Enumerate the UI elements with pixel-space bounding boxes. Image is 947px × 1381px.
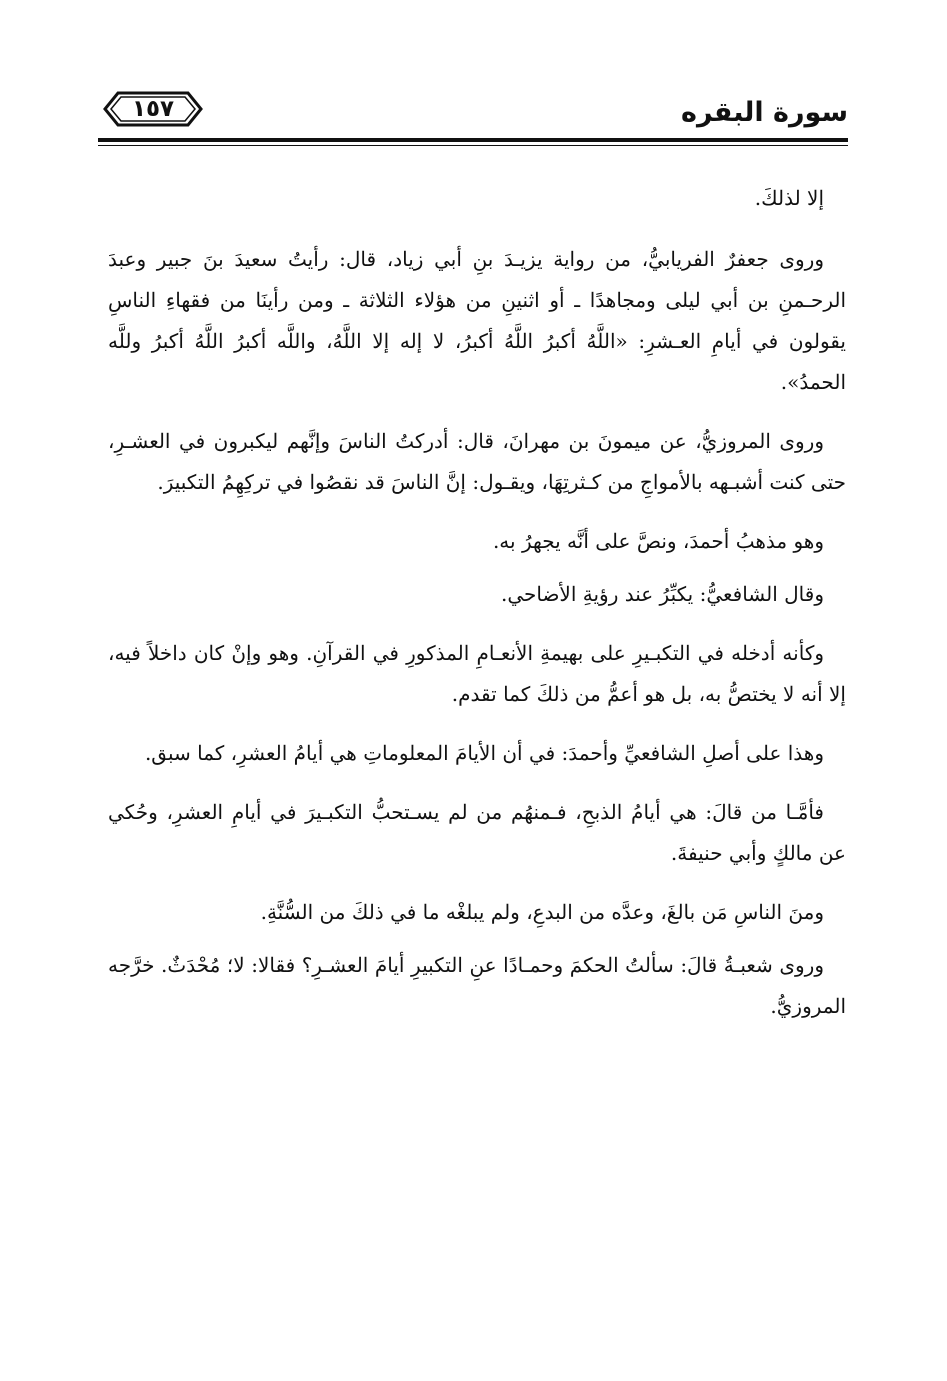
paragraph: وهو مذهبُ أحمدَ، ونصَّ على أنَّه يجهرُ به. <box>492 529 824 553</box>
paragraph: وروى شعبـةُ قالَ: سألتُ الحكمَ وحمـادًا عنِ التكبيرِ أيامَ العشـرِ؟ فقالا: لا؛ مُحْدَثٌ. خرَّجه المروزيُّ. <box>108 953 846 1018</box>
surah-title: سورة البقره <box>681 97 848 128</box>
paragraph: إلا لذلكَ. <box>754 186 824 210</box>
header-rule-thin <box>98 145 848 146</box>
paragraph: وكأنه أدخله في التكبـيرِ على بهيمةِ الأنعـامِ المذكورِ في القرآنِ. وهو وإنْ كان داخلاً فيه، إلا أنه لا يختصُّ به، بل هو أعمُّ من ذلكَ كما تقدم. <box>108 641 846 706</box>
paragraph: وقال الشافعيُّ: يكبِّرُ عند رؤيةِ الأضاحي. <box>500 582 824 606</box>
paragraph: ومنَ الناسِ مَن بالغَ، وعدَّه من البدعِ، ولم يبلغْه ما في ذلكَ من السُّنَّةِ. <box>260 900 824 924</box>
page-body <box>108 178 846 1045</box>
paragraph: فأمَّـا من قالَ: هي أيامُ الذبحِ، فـمنهُم من لم يسـتحبُّ التكبـيرَ في أيامِ العشرِ، وحُكي عن مالكٍ وأبي حنيفةَ. <box>108 800 846 865</box>
header-rule-thick <box>98 138 848 142</box>
page-number-badge <box>102 90 204 128</box>
paragraph: وروى المروزيُّ، عن ميمونَ بن مهرانَ، قال: أدركتُ الناسَ وإنَّهم ليكبرون في العشـرِ، حتى كنت أشبـهه بالأمواجِ من كـثرتِهَا، ويقـول: إنَّ الناسَ قد نقصُوا في تركِهِمُ التكبيرَ. <box>108 429 846 494</box>
paragraph: وهذا على أصلِ الشافعيِّ وأحمدَ: في أن الأيامَ المعلوماتِ هي أيامُ العشرِ، كما سبق. <box>144 741 824 765</box>
paragraph: وروى جعفرٌ الفريابيُّ، من رواية يزيـدَ بنِ أبي زياد، قال: رأيتُ سعيدَ بنَ جبير وعبدَ الرحـمنِ بن أبي ليلى ومجاهدًا ـ أو اثنينِ من هؤلاء الثلاثة ـ ومن رأينَا من فقهاءِ الناسِ يقولون في أيامِ العـشرِ: «اللَّهُ أكبرُ اللَّهُ أكبرُ، لا إله إلا اللَّهُ، واللَّه أكبرُ اللَّهُ أكبرُ وللَّه الحمدُ». <box>108 247 846 394</box>
page-number: ١٥٧ <box>131 96 175 122</box>
